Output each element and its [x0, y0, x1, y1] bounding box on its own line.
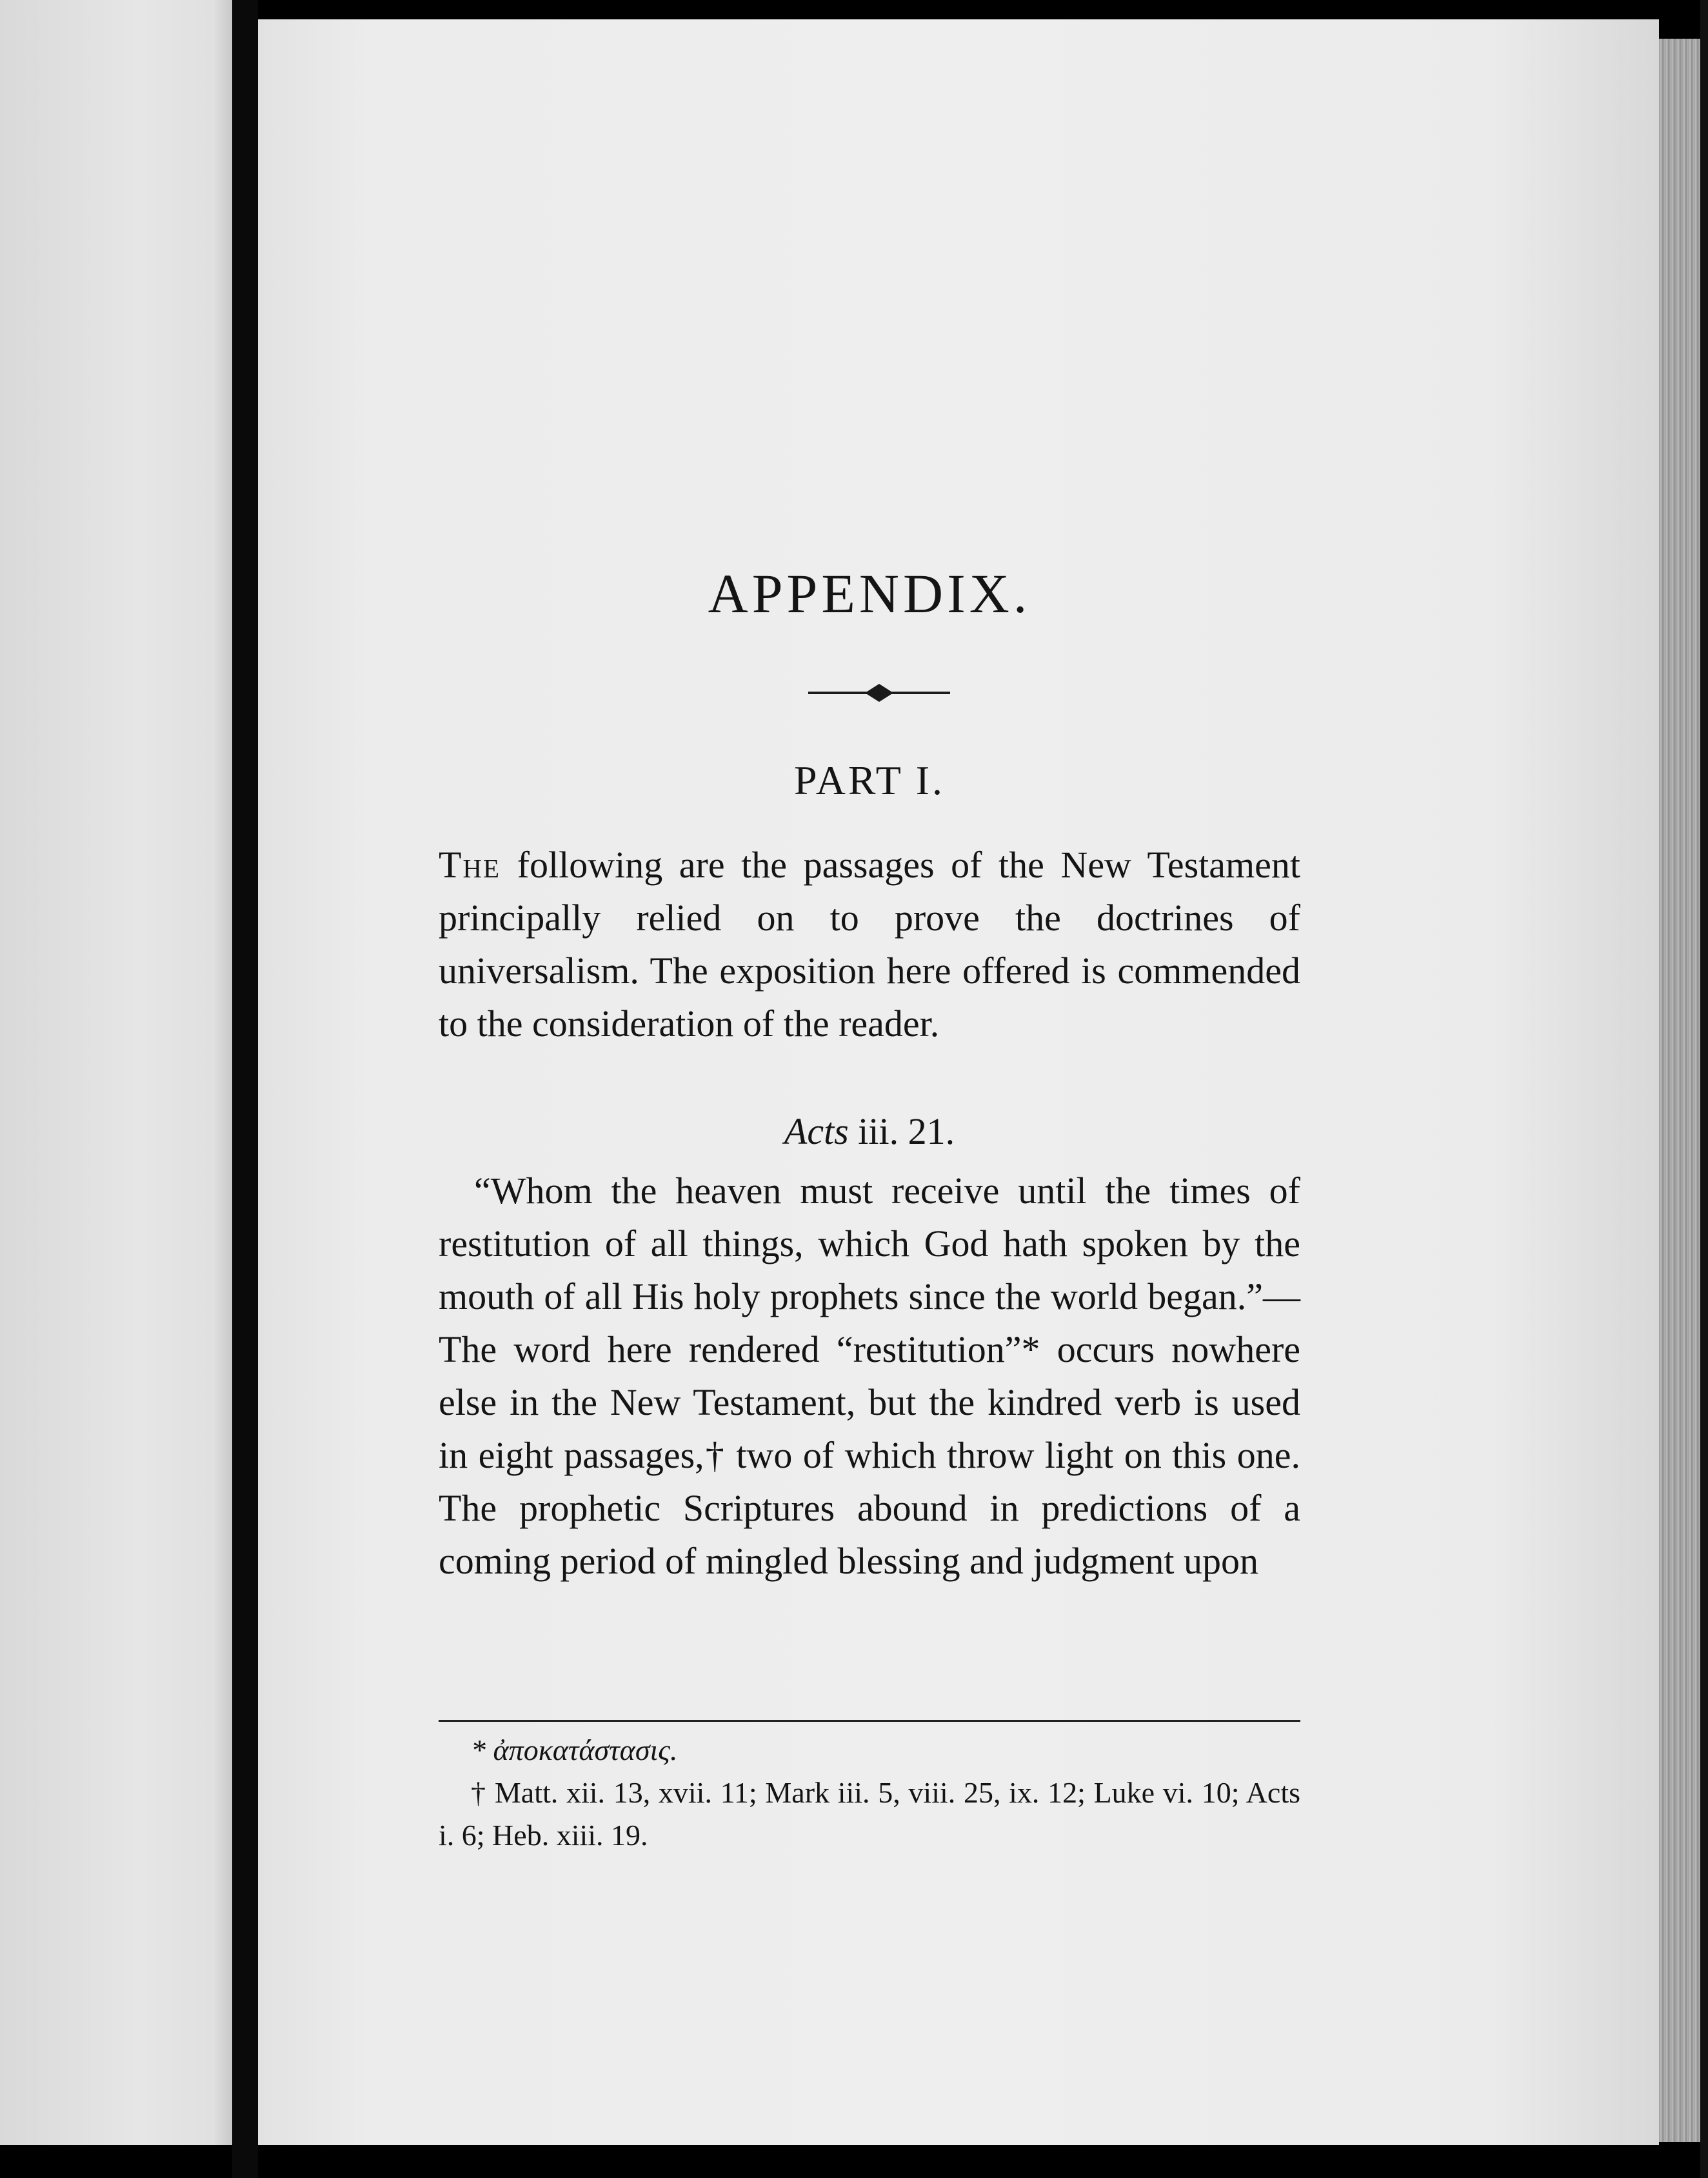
part-heading: PART I. [793, 757, 946, 803]
diamond-ornament-icon [808, 680, 950, 706]
scripture-reference [439, 1105, 1300, 1158]
footnote-1: * ἀποκατάστασις. [471, 1733, 678, 1766]
footnotes [439, 1729, 1300, 1857]
facing-page [0, 0, 232, 2145]
footnote-2: † Matt. xii. 13, xvii. 11; Mark iii. 5, viii. 25, ix. 12; Luke vi. 10; Acts i. 6; Heb. xiii. 19. [439, 1776, 1300, 1852]
passage-paragraph: “Whom the heaven must receive until the times of restitution of all things, which God hath spoken by the mouth of all His holy prophets since the world began.”—The word here rendered “restitution”* occurs nowhere else in the New Testament, but the kindred verb is used in eight passages,† two of which throw light on this one. The prophetic Scriptures abound in predictions of a coming period of mingled blessing and judgment upon [439, 1170, 1300, 1582]
reference-book: Acts [784, 1110, 849, 1152]
page-content [439, 0, 1300, 2178]
reference-verse: iii. 21. [848, 1110, 955, 1152]
page-edge-shadow [1700, 0, 1708, 2178]
intro-text: following are the passages of the New Testament principally relied on to prove the doctrines of universalism. The exposition here offered is commended to the consideration of the reader. [439, 844, 1300, 1044]
book-spine [232, 0, 258, 2178]
intro-lead-word: The [439, 844, 501, 886]
page-title: APPENDIX. [708, 563, 1031, 624]
intro-paragraph [439, 839, 1300, 1050]
footnote-divider [439, 1720, 1300, 1722]
